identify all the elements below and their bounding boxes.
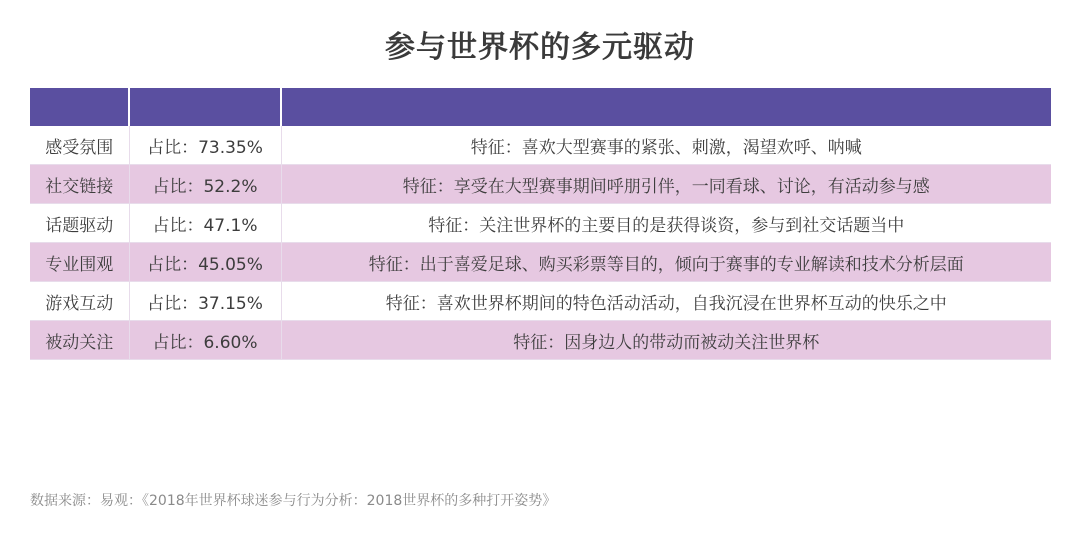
- drivers-table-container: [30, 88, 1051, 360]
- driver-feature: 特征：关注世界杯的主要目的是获得谈资，参与到社交话题当中: [281, 204, 1051, 243]
- table-header-row: [30, 88, 1051, 126]
- driver-name: 游戏互动: [30, 282, 129, 321]
- driver-ratio: 占比：6.60%: [129, 321, 281, 360]
- driver-ratio: 占比：37.15%: [129, 282, 281, 321]
- drivers-table: [30, 88, 1051, 360]
- driver-feature: 特征：享受在大型赛事期间呼朋引伴，一同看球、讨论，有活动参与感: [281, 165, 1051, 204]
- table-row: [30, 126, 1051, 165]
- driver-feature: 特征：因身边人的带动而被动关注世界杯: [281, 321, 1051, 360]
- data-source-note: 数据来源：易观：《2018年世界杯球迷参与行为分析：2018世界杯的多种打开姿势》: [30, 493, 557, 509]
- table-row: [30, 165, 1051, 204]
- chart-title: 参与世界杯的多元驱动: [385, 30, 695, 65]
- driver-ratio: 占比：47.1%: [129, 204, 281, 243]
- table-row: [30, 243, 1051, 282]
- driver-ratio: 占比：73.35%: [129, 126, 281, 165]
- driver-ratio: 占比：52.2%: [129, 165, 281, 204]
- table-row: [30, 282, 1051, 321]
- driver-name: 感受氛围: [30, 126, 129, 165]
- driver-name: 被动关注: [30, 321, 129, 360]
- header-cell-name: [30, 88, 129, 126]
- driver-name: 专业围观: [30, 243, 129, 282]
- driver-ratio: 占比：45.05%: [129, 243, 281, 282]
- driver-feature: 特征：出于喜爱足球、购买彩票等目的，倾向于赛事的专业解读和技术分析层面: [281, 243, 1051, 282]
- driver-name: 社交链接: [30, 165, 129, 204]
- driver-name: 话题驱动: [30, 204, 129, 243]
- header-cell-ratio: [129, 88, 281, 126]
- header-cell-feature: [281, 88, 1051, 126]
- table-row: [30, 204, 1051, 243]
- driver-feature: 特征：喜欢大型赛事的紧张、刺激，渴望欢呼、呐喊: [281, 126, 1051, 165]
- driver-feature: 特征：喜欢世界杯期间的特色活动活动，自我沉浸在世界杯互动的快乐之中: [281, 282, 1051, 321]
- table-row: [30, 321, 1051, 360]
